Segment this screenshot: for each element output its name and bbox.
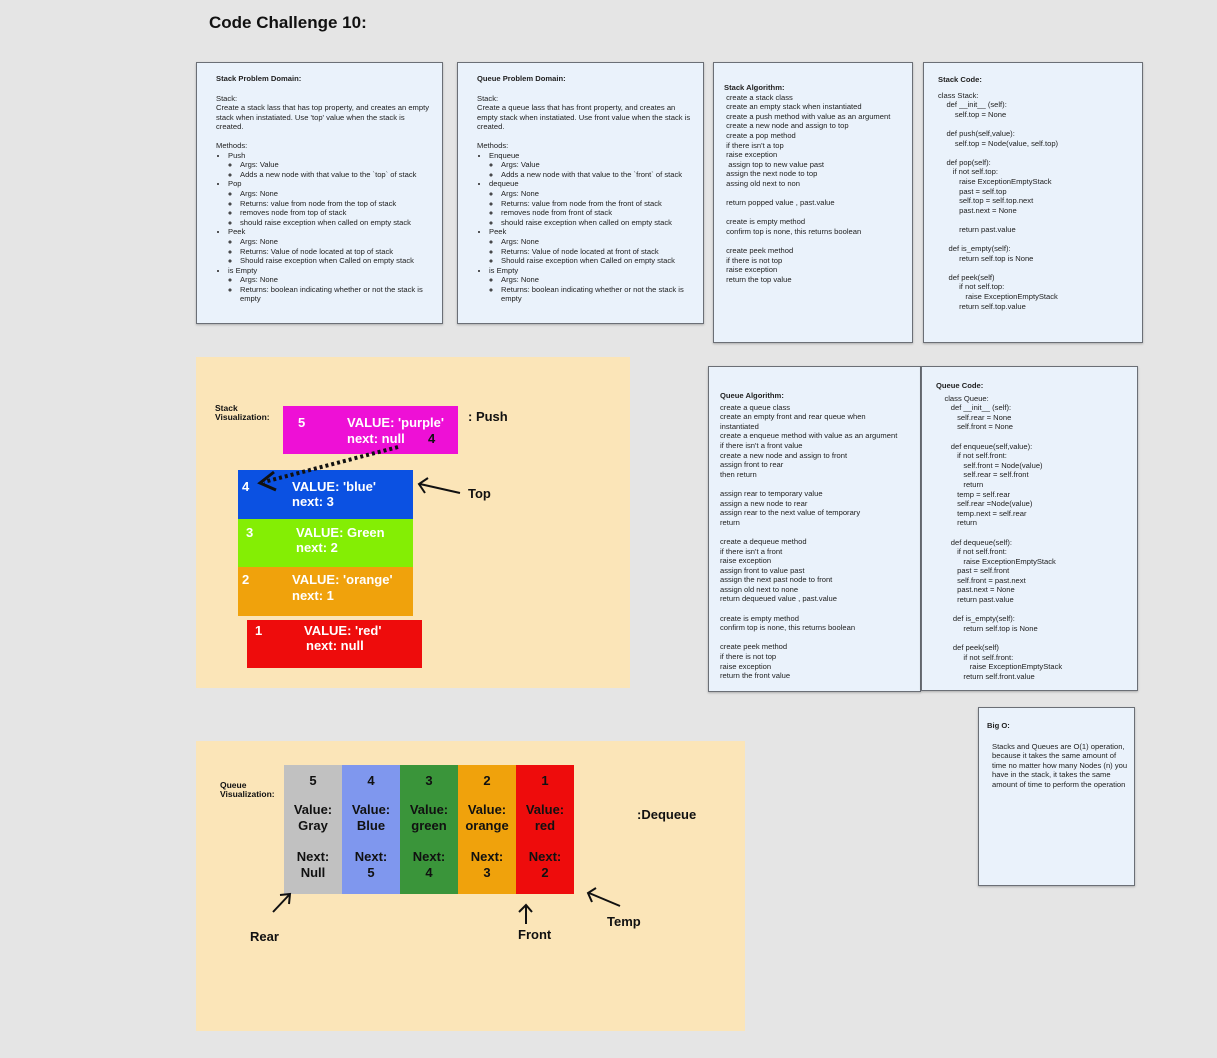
node-value: VALUE: 'red' xyxy=(304,623,382,638)
queue-cell-4[interactable] xyxy=(342,765,400,894)
method-item xyxy=(489,179,691,227)
queue-problem-title: Queue Problem Domain: xyxy=(477,74,566,83)
method-detail: ◦ Returns: Value of node located at front of stack xyxy=(501,247,691,257)
queue-algorithm-title: Queue Algorithm: xyxy=(720,391,784,400)
method-detail: ◦ Returns: boolean indicating whether or not the stack is empty xyxy=(501,285,691,304)
node-number: 3 xyxy=(246,525,254,540)
method-detail: ◦ Adds a new node with that value to the `top` of stack xyxy=(240,170,430,180)
method-detail: ◦ Args: None xyxy=(501,275,691,285)
node-value: VALUE: 'blue' xyxy=(292,479,376,494)
stack-visualization-label: Stack Visualization: xyxy=(215,403,270,422)
stack-problem-methods xyxy=(216,151,430,305)
queue-cell-value: Value: red xyxy=(525,802,565,833)
queue-cell-number: 2 xyxy=(483,773,491,788)
node-next: next: 3 xyxy=(292,494,334,509)
queue-cell-number: 3 xyxy=(425,773,433,788)
method-name: is Empty xyxy=(228,265,258,275)
node-number: 5 xyxy=(298,415,306,430)
method-detail: ◦ Args: None xyxy=(240,189,430,199)
method-name: Push xyxy=(228,150,246,160)
method-detail: ◦ Returns: boolean indicating whether or not the stack is empty xyxy=(240,285,430,304)
queue-problem-methods xyxy=(477,151,691,305)
node-number: 2 xyxy=(242,572,250,587)
queue-cell-value: Value: Gray xyxy=(293,802,333,833)
stack-problem-methods-label: Methods: xyxy=(216,140,248,150)
node-next-overlay: 4 xyxy=(428,431,436,446)
queue-visualization-label: Queue Visualization: xyxy=(220,780,275,799)
node-number: 4 xyxy=(242,479,250,494)
queue-cell-number: 4 xyxy=(367,773,375,788)
queue-problem-card[interactable] xyxy=(457,62,704,324)
big-o-card[interactable] xyxy=(978,707,1135,886)
method-name: Pop xyxy=(228,179,242,189)
method-detail: ◦ Args: None xyxy=(240,237,430,247)
method-item xyxy=(228,266,430,304)
stack-algorithm-text: create a stack class create an empty stack when instantiated create a push method with value as an argument create a new node and assign to top create a pop method if there isn't a top raise exception assign top to new value past assign the next node to top assing old next to non return popped value , past.value create is empty method confirm top is none, this returns boolean create peek method if there is not top raise exception return the top value xyxy=(726,92,891,284)
method-detail: ◦ Args: Value xyxy=(240,160,430,170)
rear-label: Rear xyxy=(250,929,279,944)
stack-code-title: Stack Code: xyxy=(938,75,982,84)
stack-problem-intro: Create a stack lass that has top property, and creates an empty stack when instatiated. Use 'top' value when the stack is created. xyxy=(216,103,430,132)
stack-code-text: class Stack: def __init__ (self): self.top = None def push(self,value): self.top = Node(value, self.top) def pop(self): if not self.top: raise ExceptionEmptyStack past = self.top self.top = self.top.next past.next = None return past.value def is_empty(self): return self.top is None def peek(self) if not self.top: raise ExceptionEmptyStack return self.top.value xyxy=(938,90,1059,311)
queue-code-text: class Queue: def __init__ (self): self.rear = None self.front = None def enqueue(self,value): if not self.front: self.front = Node(value) self.rear = self.front return temp = self.rear self.rear =Node(value) temp.next = self.rear return def dequeue(self): if not self.front: raise ExceptionEmptyStack past = self.front self.front = past.next past.next = None return past.value def is_empty(self): return self.top is None def peek(self) if not self.front: raise ExceptionEmptyStack return self.front.value xyxy=(944,393,1063,681)
method-name: Peek xyxy=(489,227,507,237)
queue-cell-value: Value: Blue xyxy=(351,802,391,833)
big-o-title: Big O: xyxy=(987,721,1010,730)
method-detail: ◦ Args: None xyxy=(240,275,430,285)
method-name: Enqueue xyxy=(489,150,520,160)
stack-problem-card[interactable] xyxy=(196,62,443,324)
method-detail: ◦ should raise exception when called on empty stack xyxy=(501,218,691,228)
queue-cell-number: 1 xyxy=(541,773,549,788)
queue-cell-next: Next: 5 xyxy=(354,849,388,880)
method-detail: ◦ Args: None xyxy=(501,237,691,247)
stack-push-node[interactable] xyxy=(283,406,458,454)
temp-label: Temp xyxy=(607,914,641,929)
queue-cell-next: Next: 4 xyxy=(412,849,446,880)
stack-algorithm-title: Stack Algorithm: xyxy=(724,83,785,92)
method-item xyxy=(489,151,691,180)
stack-problem-intro-label: Stack: xyxy=(216,93,238,103)
method-detail: ◦ Args: Value xyxy=(501,160,691,170)
method-item xyxy=(228,179,430,227)
node-value: VALUE: 'orange' xyxy=(292,572,393,587)
push-label: : Push xyxy=(468,409,508,424)
method-detail: ◦ removes node from top of stack xyxy=(240,208,430,218)
method-detail: ◦ Should raise exception when Called on empty stack xyxy=(501,256,691,266)
stack-node-red[interactable] xyxy=(247,620,422,668)
stack-node-orange[interactable] xyxy=(238,567,413,616)
queue-cell-next: Next: 3 xyxy=(470,849,504,880)
queue-algorithm-text: create a queue class create an empty front and rear queue when instantiated create a enqueue method with value as an argument if there isn't a front value create a new node and assign to front assign front to rear then return assign rear to temporary value assign a new node to rear assign rear to the next value of temporary return create a dequeue method if there isn't a front raise exception assign front to value past assign the next past node to front assign old next to none return dequeued value , past.value create is empty method confirm top is none, this returns boolean create peek method if there is not top raise exception return the front value xyxy=(720,402,898,681)
queue-cell-3[interactable] xyxy=(400,765,458,894)
node-value: VALUE: 'purple' xyxy=(347,415,444,430)
method-item xyxy=(228,227,430,265)
queue-cell-2[interactable] xyxy=(458,765,516,894)
method-detail: ◦ Returns: Value of node located at top of stack xyxy=(240,247,430,257)
method-item xyxy=(228,151,430,180)
page-title: Code Challenge 10: xyxy=(209,13,367,32)
stack-problem-title: Stack Problem Domain: xyxy=(216,74,302,83)
method-item xyxy=(489,227,691,265)
stack-node-green[interactable] xyxy=(238,519,413,567)
method-detail: ◦ Adds a new node with that value to the `front` of stack xyxy=(501,170,691,180)
queue-cell-5[interactable] xyxy=(284,765,342,894)
queue-problem-intro-label: Stack: xyxy=(477,93,499,103)
node-number: 1 xyxy=(255,623,263,638)
method-item xyxy=(489,266,691,304)
queue-cell-number: 5 xyxy=(309,773,317,788)
big-o-text: Stacks and Queues are O(1) operation, because it takes the same amount of time no matter how many Nodes (n) you have in the stack, it takes the same amount of time to perform the operation xyxy=(992,741,1128,789)
node-next: next: 1 xyxy=(292,588,334,603)
stack-node-blue[interactable] xyxy=(238,470,413,519)
top-label: Top xyxy=(468,486,491,501)
method-name: Peek xyxy=(228,227,246,237)
method-name: dequeue xyxy=(489,179,519,189)
queue-cell-next: Next: 2 xyxy=(528,849,562,880)
stack-code-card[interactable] xyxy=(923,62,1143,343)
method-detail: ◦ Returns: value from node from the top of stack xyxy=(240,199,430,209)
method-name: is Empty xyxy=(489,265,519,275)
queue-cell-value: Value: orange xyxy=(465,802,509,833)
method-detail: ◦ Returns: value from node from the front of stack xyxy=(501,199,691,209)
queue-code-card[interactable] xyxy=(921,366,1138,691)
queue-algorithm-card[interactable] xyxy=(708,366,921,692)
node-next: next: null xyxy=(306,638,364,653)
stack-algorithm-card[interactable] xyxy=(713,62,913,343)
method-detail: ◦ should raise exception when called on empty stack xyxy=(240,218,430,228)
queue-cell-next: Next: Null xyxy=(296,849,330,880)
method-detail: ◦ removes node from front of stack xyxy=(501,208,691,218)
node-next: next: 2 xyxy=(296,540,338,555)
queue-cell-1[interactable] xyxy=(516,765,574,894)
queue-problem-methods-label: Methods: xyxy=(477,140,509,150)
method-detail: ◦ Should raise exception when Called on empty stack xyxy=(240,256,430,266)
queue-cell-value: Value: green xyxy=(409,802,449,833)
node-value: VALUE: Green xyxy=(296,525,385,540)
front-label: Front xyxy=(518,927,552,942)
dequeue-label: :Dequeue xyxy=(637,807,697,822)
queue-problem-intro: Create a queue lass that has front property, and creates an empty stack when instatiated. Use front value when the stack is created. xyxy=(477,103,691,132)
method-detail: ◦ Args: None xyxy=(501,189,691,199)
queue-code-title: Queue Code: xyxy=(936,381,984,390)
node-next: next: null xyxy=(347,431,405,446)
